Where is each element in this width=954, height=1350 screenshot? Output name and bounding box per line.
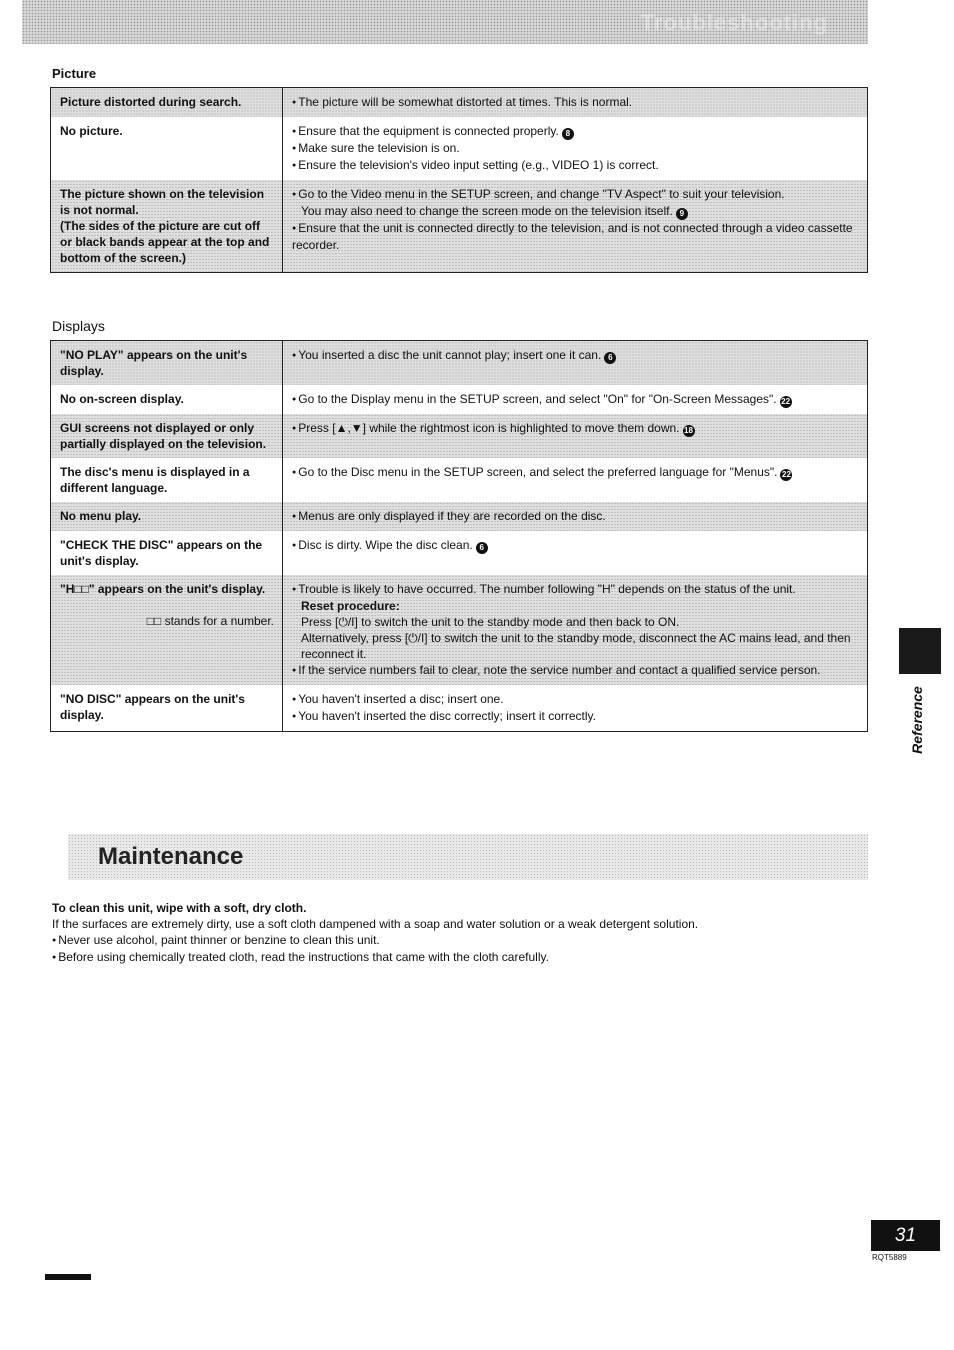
remedy-text: Ensure the television's video input setting (e.g., VIDEO 1) is correct.: [298, 158, 659, 172]
remedy-text: Trouble is likely to have occurred. The number following "H" depends on the status of the unit.: [298, 582, 796, 596]
symptom-cell: [51, 575, 283, 685]
remedy-text: Menus are only displayed if they are recorded on the disc.: [298, 509, 606, 523]
remedy-text: Go to the Display menu in the SETUP screen, and select "On" for "On-Screen Messages".: [298, 392, 777, 406]
page-reference-icon: 6: [604, 352, 616, 364]
remedy-text: Press [⏻/I] to switch the unit to the standby mode and then back to ON.: [301, 615, 680, 629]
header-band: [22, 0, 868, 44]
maintenance-line: If the surfaces are extremely dirty, use a soft cloth dampened with a soap and water solution or a weak detergent solution.: [52, 917, 699, 931]
symptom-text: No on-screen display.: [60, 392, 184, 406]
displays-table: [50, 340, 868, 732]
side-tab-marker: [899, 628, 941, 674]
maintenance-title: Maintenance: [98, 843, 244, 870]
page-reference-icon: 9: [676, 208, 688, 220]
remedy-cell: [283, 385, 868, 414]
symptom-cell: [51, 414, 283, 458]
remedy-line: [292, 220, 859, 253]
symptom-cell: [51, 117, 283, 180]
remedy-text: You may also need to change the screen mode on the television itself.: [301, 204, 673, 218]
table-row: [51, 180, 868, 273]
symptom-text: No menu play.: [60, 509, 142, 523]
remedy-text: Make sure the television is on.: [298, 141, 460, 155]
remedy-cell: [283, 88, 868, 118]
symptom-text: Picture distorted during search.: [60, 95, 242, 109]
table-row: [51, 414, 868, 458]
remedy-line: [292, 157, 859, 174]
symptom-text: The picture shown on the television is not normal.: [60, 187, 265, 217]
remedy-cell: [283, 414, 868, 458]
page-reference-icon: 22: [781, 397, 791, 406]
remedy-text: Go to the Disc menu in the SETUP screen, and select the preferred language for "Menus".: [298, 465, 778, 479]
remedy-line: [292, 140, 859, 157]
maintenance-band: [68, 834, 868, 880]
maintenance-line: ● Never use alcohol, paint thinner or benzine to clean this unit.: [52, 932, 872, 949]
symptom-cell: [51, 180, 283, 273]
remedy-line: [292, 203, 859, 220]
remedy-cell: [283, 180, 868, 273]
maintenance-line: ● Before using chemically treated cloth, read the instructions that came with the cloth carefully.: [52, 949, 872, 966]
remedy-line: [292, 598, 859, 614]
remedy-line: [292, 464, 859, 481]
remedy-line: [292, 420, 859, 437]
remedy-text: Alternatively, press [⏻/I] to switch the unit to the standby mode, disconnect the AC mains lead, and then reconnect it.: [301, 631, 851, 661]
symptom-cell: [51, 458, 283, 502]
page-reference-icon: 18: [684, 426, 693, 435]
remedy-cell: [283, 685, 868, 732]
page-number: 31: [871, 1220, 940, 1251]
remedy-line: [292, 123, 859, 140]
remedy-line: [292, 691, 859, 708]
symptom-text: (The sides of the picture are cut off or black bands appear at the top and bottom of the screen.): [60, 219, 270, 265]
remedy-text: You inserted a disc the unit cannot play; insert one it can.: [298, 348, 602, 362]
table-row: [51, 385, 868, 414]
table-row: [51, 117, 868, 180]
symptom-note: □□ stands for a number.: [146, 614, 274, 628]
remedy-line: [292, 94, 859, 111]
symptom-text: "CHECK THE DISC" appears on the unit's display.: [60, 538, 263, 568]
displays-section-title: Displays: [52, 318, 105, 334]
symptom-cell: [51, 385, 283, 414]
header-band-title: Troubleshooting: [640, 10, 828, 35]
table-row: [51, 88, 868, 118]
remedy-cell: [283, 502, 868, 531]
symptom-text: The disc's menu is displayed in a different language.: [60, 465, 250, 495]
symptom-text: "NO DISC" appears on the unit's display.: [60, 692, 245, 722]
page-reference-icon: 6: [476, 542, 488, 554]
remedy-cell: [283, 341, 868, 386]
remedy-cell: [283, 117, 868, 180]
remedy-line: [292, 186, 859, 203]
document-code: RQT5889: [872, 1253, 907, 1262]
remedy-line: [292, 708, 859, 725]
remedy-cell: [283, 531, 868, 575]
remedy-line: [292, 581, 859, 598]
remedy-line: [292, 347, 859, 364]
picture-table: [50, 87, 868, 273]
remedy-line: [292, 614, 859, 630]
side-tab-label: Reference: [909, 686, 925, 754]
symptom-text: "NO PLAY" appears on the unit's display.: [60, 348, 248, 378]
maintenance-heading: To clean this unit, wipe with a soft, dry cloth.: [52, 901, 307, 915]
remedy-text: Reset procedure:: [301, 599, 400, 613]
maintenance-lines: [52, 916, 872, 966]
table-row: [51, 341, 868, 386]
maintenance-body: [52, 900, 872, 966]
symptom-text: No picture.: [60, 124, 123, 138]
remedy-text: Ensure that the equipment is connected properly.: [298, 124, 559, 138]
remedy-text: Ensure that the unit is connected directly to the television, and is not connected through a video cassette recorder.: [292, 221, 853, 252]
remedy-line: [292, 630, 859, 662]
remedy-text: The picture will be somewhat distorted at times. This is normal.: [298, 95, 633, 109]
symptom-cell: [51, 88, 283, 118]
page-reference-icon: 8: [562, 128, 574, 140]
remedy-text: Go to the Video menu in the SETUP screen, and change "TV Aspect" to suit your television.: [298, 187, 785, 201]
remedy-cell: [283, 458, 868, 502]
remedy-line: [292, 537, 859, 554]
page-reference-icon: 22: [782, 470, 791, 479]
symptom-cell: [51, 341, 283, 386]
table-row: [51, 575, 868, 685]
symptom-text: "H□□" appears on the unit's display.: [60, 582, 266, 596]
table-row: [51, 531, 868, 575]
symptom-text: GUI screens not displayed or only partially displayed on the television.: [60, 421, 267, 451]
picture-section-title: Picture: [52, 66, 97, 81]
remedy-text: Press [▲,▼] while the rightmost icon is highlighted to move them down.: [298, 421, 680, 435]
remedy-line: [292, 391, 859, 408]
remedy-cell: [283, 575, 868, 685]
remedy-line: [292, 662, 859, 679]
footer-bar: [45, 1274, 91, 1280]
symptom-cell: [51, 502, 283, 531]
symptom-cell: [51, 685, 283, 732]
table-row: [51, 502, 868, 531]
symptom-cell: [51, 531, 283, 575]
table-row: [51, 458, 868, 502]
remedy-text: Disc is dirty. Wipe the disc clean.: [298, 538, 473, 552]
table-row: [51, 685, 868, 732]
remedy-line: [292, 508, 859, 525]
remedy-text: If the service numbers fail to clear, note the service number and contact a qualified service person.: [298, 663, 821, 677]
remedy-text: You haven't inserted the disc correctly; insert it correctly.: [298, 709, 596, 723]
remedy-text: You haven't inserted a disc; insert one.: [298, 692, 504, 706]
